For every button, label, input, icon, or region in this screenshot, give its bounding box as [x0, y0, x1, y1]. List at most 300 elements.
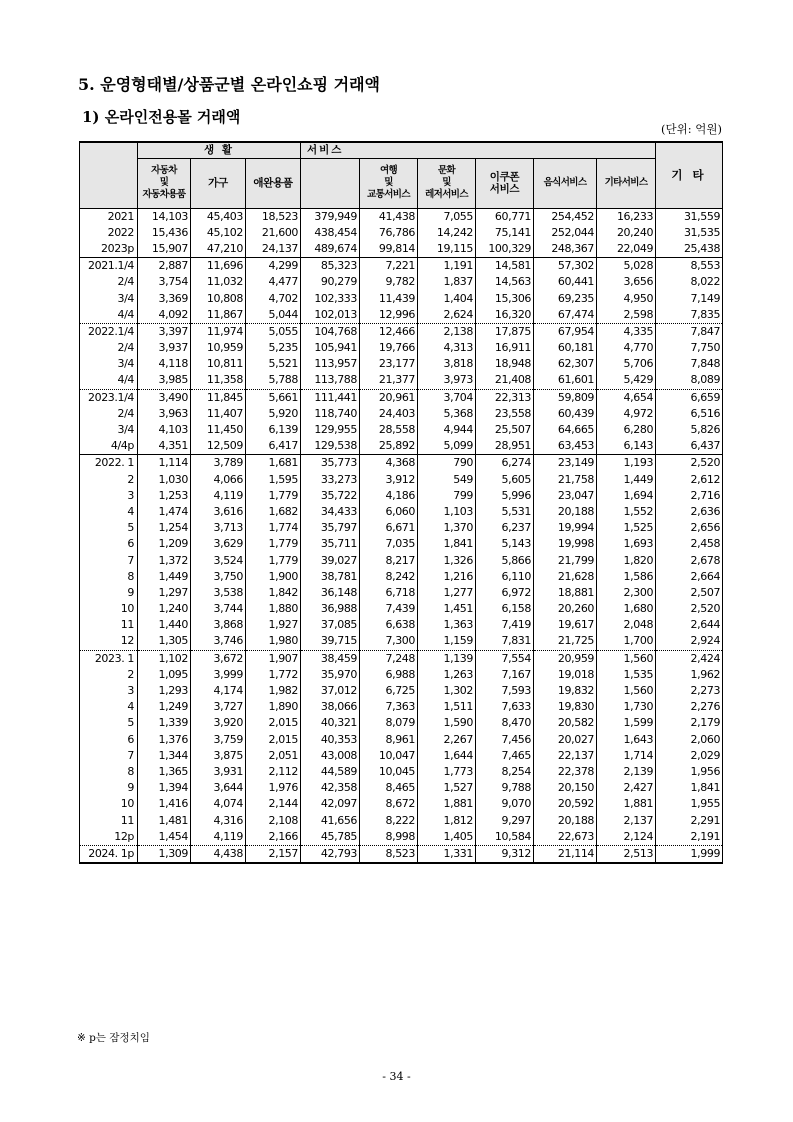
value-cell: 102,333	[301, 290, 360, 306]
value-cell: 47,210	[191, 241, 246, 258]
value-cell: 1,331	[418, 845, 476, 863]
value-cell: 489,674	[301, 241, 360, 258]
value-cell: 19,766	[360, 340, 418, 356]
value-cell: 5,996	[476, 488, 534, 504]
value-cell: 3,750	[191, 569, 246, 585]
value-cell: 3,727	[191, 699, 246, 715]
value-cell: 1,681	[246, 455, 301, 472]
value-cell: 4,119	[191, 829, 246, 846]
value-cell: 252,044	[534, 225, 597, 241]
value-cell: 20,150	[534, 780, 597, 796]
table-row	[80, 356, 723, 372]
value-cell: 17,875	[476, 323, 534, 340]
value-cell: 1,560	[597, 683, 656, 699]
value-cell: 8,672	[360, 796, 418, 812]
value-cell: 1,216	[418, 569, 476, 585]
value-cell: 5,044	[246, 307, 301, 324]
value-cell: 5,920	[246, 406, 301, 422]
value-cell: 4,438	[191, 845, 246, 863]
section-title: 5. 운영형태별/상품군별 온라인쇼핑 거래액	[78, 75, 381, 94]
value-cell: 6,638	[360, 617, 418, 633]
value-cell: 7,456	[476, 732, 534, 748]
value-cell: 1,812	[418, 812, 476, 828]
value-cell: 1,309	[138, 845, 191, 863]
value-cell: 1,454	[138, 829, 191, 846]
value-cell: 22,049	[597, 241, 656, 258]
value-cell: 3,644	[191, 780, 246, 796]
table-row	[80, 340, 723, 356]
value-cell: 5,099	[418, 438, 476, 455]
value-cell: 19,018	[534, 667, 597, 683]
value-cell: 3,920	[191, 715, 246, 731]
value-cell: 254,452	[534, 208, 597, 225]
value-cell: 4,944	[418, 422, 476, 438]
value-cell: 3,672	[191, 650, 246, 667]
value-cell: 35,970	[301, 667, 360, 683]
row-label: 2021.1/4	[80, 258, 138, 275]
row-label: 9	[80, 780, 138, 796]
value-cell: 3,759	[191, 732, 246, 748]
value-cell: 20,961	[360, 389, 418, 406]
value-cell: 3,868	[191, 617, 246, 633]
culture-header: 문화 및 레저서비스	[418, 158, 476, 208]
value-cell: 39,715	[301, 633, 360, 650]
value-cell: 1,404	[418, 290, 476, 306]
value-cell: 12,509	[191, 438, 246, 455]
value-cell: 23,149	[534, 455, 597, 472]
value-cell: 9,788	[476, 780, 534, 796]
value-cell: 2,507	[656, 585, 723, 601]
value-cell: 8,079	[360, 715, 418, 731]
value-cell: 1,907	[246, 650, 301, 667]
row-label: 7	[80, 552, 138, 568]
value-cell: 25,507	[476, 422, 534, 438]
value-cell: 21,600	[246, 225, 301, 241]
value-cell: 4,477	[246, 274, 301, 290]
value-cell: 1,779	[246, 488, 301, 504]
value-cell: 90,279	[301, 274, 360, 290]
value-cell: 1,837	[418, 274, 476, 290]
table-row	[80, 438, 723, 455]
value-cell: 5,429	[597, 372, 656, 389]
value-cell: 23,047	[534, 488, 597, 504]
value-cell: 7,300	[360, 633, 418, 650]
table-row	[80, 732, 723, 748]
table-row	[80, 307, 723, 324]
value-cell: 7,363	[360, 699, 418, 715]
value-cell: 41,438	[360, 208, 418, 225]
row-label: 2/4	[80, 340, 138, 356]
value-cell: 1,365	[138, 764, 191, 780]
value-cell: 18,523	[246, 208, 301, 225]
value-cell: 62,307	[534, 356, 597, 372]
row-label: 11	[80, 812, 138, 828]
value-cell: 2,144	[246, 796, 301, 812]
value-cell: 18,881	[534, 585, 597, 601]
value-cell: 1,881	[597, 796, 656, 812]
value-cell: 11,845	[191, 389, 246, 406]
value-cell: 1,209	[138, 536, 191, 552]
value-cell: 8,254	[476, 764, 534, 780]
value-cell: 8,465	[360, 780, 418, 796]
value-cell: 1,159	[418, 633, 476, 650]
value-cell: 19,617	[534, 617, 597, 633]
value-cell: 10,584	[476, 829, 534, 846]
table-row	[80, 585, 723, 601]
table-row	[80, 780, 723, 796]
row-label: 8	[80, 764, 138, 780]
row-label: 12	[80, 633, 138, 650]
value-cell: 2,060	[656, 732, 723, 748]
table-row	[80, 845, 723, 863]
value-cell: 7,221	[360, 258, 418, 275]
value-cell: 2,015	[246, 715, 301, 731]
value-cell: 1,326	[418, 552, 476, 568]
value-cell: 4,119	[191, 488, 246, 504]
value-cell: 4,118	[138, 356, 191, 372]
value-cell: 1,394	[138, 780, 191, 796]
value-cell: 14,581	[476, 258, 534, 275]
value-cell: 4,335	[597, 323, 656, 340]
value-cell: 7,055	[418, 208, 476, 225]
value-cell: 20,260	[534, 601, 597, 617]
value-cell: 42,097	[301, 796, 360, 812]
value-cell: 3,789	[191, 455, 246, 472]
row-label: 9	[80, 585, 138, 601]
value-cell: 1,700	[597, 633, 656, 650]
value-cell: 2,179	[656, 715, 723, 731]
value-cell: 1,339	[138, 715, 191, 731]
value-cell: 45,102	[191, 225, 246, 241]
value-cell: 3,875	[191, 748, 246, 764]
value-cell: 21,799	[534, 552, 597, 568]
value-cell: 5,521	[246, 356, 301, 372]
value-cell: 5,235	[246, 340, 301, 356]
value-cell: 1,927	[246, 617, 301, 633]
value-cell: 1,416	[138, 796, 191, 812]
row-label: 5	[80, 715, 138, 731]
value-cell: 8,222	[360, 812, 418, 828]
table-row	[80, 536, 723, 552]
value-cell: 1,880	[246, 601, 301, 617]
value-cell: 1,102	[138, 650, 191, 667]
value-cell: 1,779	[246, 536, 301, 552]
row-label: 2023. 1	[80, 650, 138, 667]
value-cell: 11,867	[191, 307, 246, 324]
value-cell: 2,051	[246, 748, 301, 764]
value-cell: 44,589	[301, 764, 360, 780]
value-cell: 1,191	[418, 258, 476, 275]
value-cell: 438,454	[301, 225, 360, 241]
value-cell: 2,048	[597, 617, 656, 633]
table-row	[80, 812, 723, 828]
value-cell: 10,045	[360, 764, 418, 780]
value-cell: 5,605	[476, 472, 534, 488]
value-cell: 6,274	[476, 455, 534, 472]
value-cell: 42,358	[301, 780, 360, 796]
table-row	[80, 683, 723, 699]
value-cell: 8,470	[476, 715, 534, 731]
table-row	[80, 225, 723, 241]
value-cell: 16,320	[476, 307, 534, 324]
table-row	[80, 472, 723, 488]
value-cell: 113,788	[301, 372, 360, 389]
table-row	[80, 406, 723, 422]
row-label: 11	[80, 617, 138, 633]
row-label: 2022	[80, 225, 138, 241]
value-cell: 4,950	[597, 290, 656, 306]
row-label: 2021	[80, 208, 138, 225]
value-cell: 6,158	[476, 601, 534, 617]
value-cell: 23,558	[476, 406, 534, 422]
table-row	[80, 617, 723, 633]
value-cell: 1,841	[418, 536, 476, 552]
value-cell: 1,900	[246, 569, 301, 585]
value-cell: 8,242	[360, 569, 418, 585]
value-cell: 2,678	[656, 552, 723, 568]
value-cell: 64,665	[534, 422, 597, 438]
table-row	[80, 552, 723, 568]
value-cell: 1,552	[597, 504, 656, 520]
value-cell: 4,092	[138, 307, 191, 324]
value-cell: 2,520	[656, 455, 723, 472]
value-cell: 4,174	[191, 683, 246, 699]
value-cell: 6,718	[360, 585, 418, 601]
value-cell: 5,531	[476, 504, 534, 520]
value-cell: 11,974	[191, 323, 246, 340]
value-cell: 21,725	[534, 633, 597, 650]
value-cell: 14,103	[138, 208, 191, 225]
value-cell: 61,601	[534, 372, 597, 389]
value-cell: 9,070	[476, 796, 534, 812]
value-cell: 11,407	[191, 406, 246, 422]
value-cell: 99,814	[360, 241, 418, 258]
value-cell: 2,644	[656, 617, 723, 633]
value-cell: 6,988	[360, 667, 418, 683]
table-row	[80, 650, 723, 667]
value-cell: 3,713	[191, 520, 246, 536]
value-cell: 5,055	[246, 323, 301, 340]
table-row	[80, 241, 723, 258]
value-cell: 4,103	[138, 422, 191, 438]
value-cell: 37,012	[301, 683, 360, 699]
value-cell: 2,716	[656, 488, 723, 504]
row-label: 10	[80, 601, 138, 617]
value-cell: 3,397	[138, 323, 191, 340]
value-cell: 8,553	[656, 258, 723, 275]
value-cell: 4,972	[597, 406, 656, 422]
value-cell: 19,998	[534, 536, 597, 552]
value-cell: 19,115	[418, 241, 476, 258]
table-row	[80, 601, 723, 617]
value-cell: 19,994	[534, 520, 597, 536]
value-cell: 7,554	[476, 650, 534, 667]
value-cell: 5,143	[476, 536, 534, 552]
value-cell: 85,323	[301, 258, 360, 275]
value-cell: 7,465	[476, 748, 534, 764]
travel-header: 여행 및 교통서비스	[360, 158, 418, 208]
row-label: 3	[80, 488, 138, 504]
value-cell: 1,293	[138, 683, 191, 699]
value-cell: 18,948	[476, 356, 534, 372]
value-cell: 40,321	[301, 715, 360, 731]
value-cell: 129,538	[301, 438, 360, 455]
value-cell: 1,114	[138, 455, 191, 472]
value-cell: 1,980	[246, 633, 301, 650]
etc-header: 기 타	[656, 142, 723, 208]
value-cell: 21,408	[476, 372, 534, 389]
services-group-header: 서비스	[301, 142, 656, 158]
value-cell: 9,782	[360, 274, 418, 290]
value-cell: 4,299	[246, 258, 301, 275]
value-cell: 104,768	[301, 323, 360, 340]
value-cell: 35,711	[301, 536, 360, 552]
value-cell: 1,253	[138, 488, 191, 504]
value-cell: 67,474	[534, 307, 597, 324]
value-cell: 6,659	[656, 389, 723, 406]
value-cell: 1,474	[138, 504, 191, 520]
value-cell: 4,351	[138, 438, 191, 455]
value-cell: 5,661	[246, 389, 301, 406]
row-label: 4/4p	[80, 438, 138, 455]
value-cell: 9,312	[476, 845, 534, 863]
value-cell: 1,682	[246, 504, 301, 520]
value-cell: 39,027	[301, 552, 360, 568]
corner-header-cell	[80, 142, 138, 208]
value-cell: 2,636	[656, 504, 723, 520]
row-label: 7	[80, 748, 138, 764]
value-cell: 36,988	[301, 601, 360, 617]
value-cell: 11,032	[191, 274, 246, 290]
value-cell: 67,954	[534, 323, 597, 340]
table-row	[80, 488, 723, 504]
value-cell: 1,955	[656, 796, 723, 812]
value-cell: 7,847	[656, 323, 723, 340]
value-cell: 60,181	[534, 340, 597, 356]
value-cell: 1,976	[246, 780, 301, 796]
value-cell: 2,924	[656, 633, 723, 650]
value-cell: 3,746	[191, 633, 246, 650]
value-cell: 1,376	[138, 732, 191, 748]
value-cell: 60,439	[534, 406, 597, 422]
table-row	[80, 667, 723, 683]
value-cell: 35,773	[301, 455, 360, 472]
value-cell: 1,525	[597, 520, 656, 536]
value-cell: 7,848	[656, 356, 723, 372]
value-cell: 1,890	[246, 699, 301, 715]
value-cell: 20,592	[534, 796, 597, 812]
other-services-header: 기타서비스	[597, 158, 656, 208]
value-cell: 45,403	[191, 208, 246, 225]
value-cell: 549	[418, 472, 476, 488]
value-cell: 19,832	[534, 683, 597, 699]
value-cell: 7,149	[656, 290, 723, 306]
value-cell: 10,047	[360, 748, 418, 764]
value-cell: 8,089	[656, 372, 723, 389]
value-cell: 16,233	[597, 208, 656, 225]
value-cell: 22,673	[534, 829, 597, 846]
value-cell: 1,599	[597, 715, 656, 731]
value-cell: 2,108	[246, 812, 301, 828]
value-cell: 63,453	[534, 438, 597, 455]
value-cell: 7,419	[476, 617, 534, 633]
value-cell: 3,937	[138, 340, 191, 356]
table-row	[80, 208, 723, 225]
value-cell: 1,344	[138, 748, 191, 764]
value-cell: 10,808	[191, 290, 246, 306]
value-cell: 20,027	[534, 732, 597, 748]
value-cell: 1,774	[246, 520, 301, 536]
value-cell: 2,291	[656, 812, 723, 828]
unit-label: (단위: 억원)	[661, 122, 722, 136]
value-cell: 21,758	[534, 472, 597, 488]
value-cell: 1,139	[418, 650, 476, 667]
value-cell: 1,305	[138, 633, 191, 650]
value-cell: 8,523	[360, 845, 418, 863]
pet-header: 애완용품	[246, 158, 301, 208]
value-cell: 3,369	[138, 290, 191, 306]
value-cell: 6,437	[656, 438, 723, 455]
value-cell: 12,466	[360, 323, 418, 340]
life-group-header: 생 활	[138, 142, 301, 158]
value-cell: 1,363	[418, 617, 476, 633]
ecoupon-header: 이쿠폰 서비스	[476, 158, 534, 208]
value-cell: 2,656	[656, 520, 723, 536]
value-cell: 11,358	[191, 372, 246, 389]
value-cell: 2,427	[597, 780, 656, 796]
row-label: 2024. 1p	[80, 845, 138, 863]
value-cell: 7,593	[476, 683, 534, 699]
value-cell: 1,527	[418, 780, 476, 796]
row-label: 2/4	[80, 406, 138, 422]
value-cell: 1,693	[597, 536, 656, 552]
table-row	[80, 323, 723, 340]
value-cell: 2,124	[597, 829, 656, 846]
value-cell: 111,441	[301, 389, 360, 406]
value-cell: 42,793	[301, 845, 360, 863]
value-cell: 8,998	[360, 829, 418, 846]
value-cell: 5,788	[246, 372, 301, 389]
row-label: 2	[80, 472, 138, 488]
row-label: 3	[80, 683, 138, 699]
table-row	[80, 504, 723, 520]
food-header: 음식서비스	[534, 158, 597, 208]
value-cell: 2,300	[597, 585, 656, 601]
value-cell: 1,730	[597, 699, 656, 715]
value-cell: 379,949	[301, 208, 360, 225]
value-cell: 6,143	[597, 438, 656, 455]
value-cell: 2,598	[597, 307, 656, 324]
value-cell: 3,524	[191, 552, 246, 568]
value-cell: 3,818	[418, 356, 476, 372]
value-cell: 799	[418, 488, 476, 504]
value-cell: 11,450	[191, 422, 246, 438]
row-label: 4/4	[80, 307, 138, 324]
value-cell: 118,740	[301, 406, 360, 422]
value-cell: 6,725	[360, 683, 418, 699]
value-cell: 22,378	[534, 764, 597, 780]
value-cell: 2,424	[656, 650, 723, 667]
value-cell: 4,702	[246, 290, 301, 306]
footnote: ※ p는 잠정치임	[77, 1032, 150, 1044]
value-cell: 7,831	[476, 633, 534, 650]
value-cell: 37,085	[301, 617, 360, 633]
value-cell: 8,961	[360, 732, 418, 748]
value-cell: 1,511	[418, 699, 476, 715]
value-cell: 6,417	[246, 438, 301, 455]
value-cell: 25,892	[360, 438, 418, 455]
value-cell: 7,750	[656, 340, 723, 356]
